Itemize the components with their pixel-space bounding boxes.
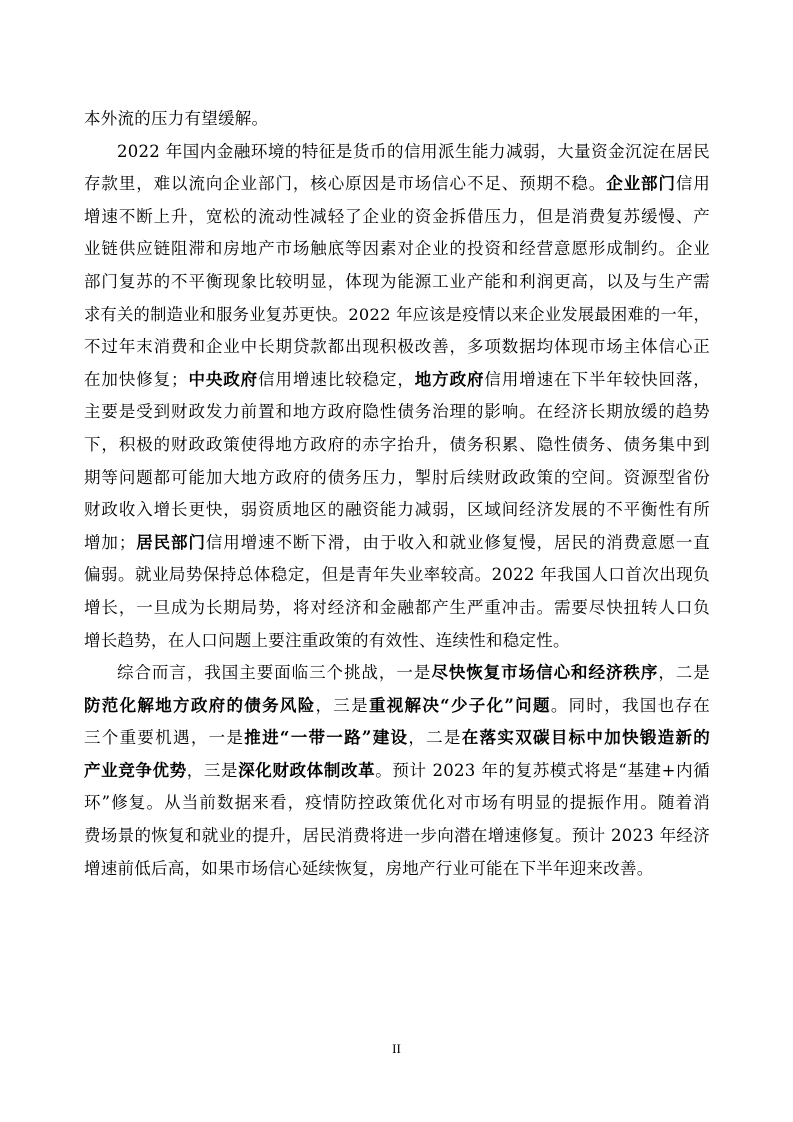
body-text xyxy=(84,103,710,885)
text-line xyxy=(84,755,710,788)
text-run: 三个重要机遇，一是 xyxy=(84,728,245,748)
text-line xyxy=(84,625,710,658)
text-run: 本外流的压力有望缓解。 xyxy=(84,109,269,128)
bold-text: 产业竞争优势 xyxy=(84,760,187,780)
paragraph xyxy=(84,657,710,885)
text-line xyxy=(84,494,710,527)
text-run: ，三是 xyxy=(186,760,239,780)
text-run: 下，积极的财政政策使得地方政府的赤字抬升，债务积累、隐性债务、债务集中到 xyxy=(84,434,710,454)
text-run: 增加； xyxy=(84,532,136,552)
text-run: 。同时，我国也存在 xyxy=(550,695,711,715)
bold-text: 地方政府 xyxy=(414,369,485,389)
bold-text: 中央政府 xyxy=(187,369,259,389)
text-run: 。预计 2023 年的复苏模式将是“基建+内循 xyxy=(375,760,711,780)
text-line xyxy=(84,657,710,690)
text-run: 求有关的制造业和服务业复苏更快。2022 年应该是疫情以来企业发展最困难的一年， xyxy=(84,304,710,324)
text-line xyxy=(84,396,710,429)
text-line xyxy=(84,722,710,755)
text-line xyxy=(84,331,710,364)
text-line xyxy=(84,820,710,853)
bold-text: 深化财政体制改革 xyxy=(238,760,376,780)
text-run: 2022 年国内金融环境的特征是货币的信用派生能力减弱，大量资金沉淀在居民 xyxy=(117,141,710,161)
bold-text: 尽快恢复市场信心和经济秩序 xyxy=(431,663,659,683)
text-line xyxy=(84,429,710,462)
text-run: 增长，一旦成为长期局势，将对经济和金融都产生严重冲击。需要尽快扭转人口负 xyxy=(84,597,710,617)
text-run: 信用增速不断下滑，由于收入和就业修复慢，居民的消费意愿一直 xyxy=(205,532,711,552)
bold-text: 防范化解地方政府的债务风险 xyxy=(84,695,316,715)
text-run: 期等问题都可能加大地方政府的债务压力，掣肘后续财政政策的空间。资源型省份 xyxy=(84,467,710,487)
text-line xyxy=(84,299,710,332)
text-run: ，三是 xyxy=(315,695,369,715)
paragraph xyxy=(84,136,710,658)
text-run: 增速不断上升，宽松的流动性减轻了企业的资金拆借压力，但是消费复苏缓慢、产 xyxy=(84,206,710,226)
text-line xyxy=(84,853,710,886)
paragraph xyxy=(84,103,710,136)
text-run: ，二是 xyxy=(408,728,462,748)
text-run: 存款里，难以流向企业部门，核心原因是市场信心不足、预期不稳。 xyxy=(84,174,607,194)
text-line xyxy=(84,364,710,397)
text-line xyxy=(84,787,710,820)
text-run: 环”修复。从当前数据来看，疫情防控政策优化对市场有明显的提振作用。随着消 xyxy=(84,793,710,813)
text-line xyxy=(84,233,710,266)
page-number: II xyxy=(392,1041,401,1056)
text-run: 增长趋势，在人口问题上要注重政策的有效性、连续性和稳定性。 xyxy=(84,630,570,650)
text-line xyxy=(84,527,710,560)
text-line xyxy=(84,559,710,592)
text-run: 信用增速比较稳定， xyxy=(258,369,415,389)
text-line xyxy=(84,690,710,723)
text-run: 信用 xyxy=(675,174,711,194)
text-line xyxy=(84,103,710,136)
bold-text: 重视解决“少子化”问题 xyxy=(368,695,551,715)
text-run: 增速前低后高，如果市场信心延续恢复，房地产行业可能在下半年迎来改善。 xyxy=(84,858,654,878)
text-line xyxy=(84,168,710,201)
text-line xyxy=(84,592,710,625)
text-line xyxy=(84,266,710,299)
text-line xyxy=(84,201,710,234)
bold-text: 企业部门 xyxy=(606,174,676,194)
text-run: ，二是 xyxy=(658,663,711,683)
text-line xyxy=(84,462,710,495)
bold-text: 在落实双碳目标中加快锻造新的 xyxy=(461,728,711,748)
text-line xyxy=(84,136,710,169)
text-run: 偏弱。就业局势保持总体稳定，但是青年失业率较高。2022 年我国人口首次出现负 xyxy=(84,565,710,585)
text-run: 主要是受到财政发力前置和地方政府隐性债务治理的影响。在经济长期放缓的趋势 xyxy=(84,402,710,422)
text-run: 业链供应链阻滞和房地产市场触底等因素对企业的投资和经营意愿形成制约。企业 xyxy=(84,239,710,259)
bold-text: 推进“一带一路”建设 xyxy=(244,728,409,748)
text-run: 不过年末消费和企业中长期贷款都出现积极改善，多项数据均体现市场主体信心正 xyxy=(84,337,710,357)
text-run: 财政收入增长更快，弱资质地区的融资能力减弱，区域间经济发展的不平衡性有所 xyxy=(84,500,710,520)
text-run: 费场景的恢复和就业的提升，居民消费将进一步向潜在增速修复。预计 2023 年经济 xyxy=(84,826,710,846)
text-run: 综合而言，我国主要面临三个挑战，一是 xyxy=(117,663,432,683)
text-run: 在加快修复； xyxy=(84,369,188,389)
text-run: 部门复苏的不平衡现象比较明显，体现为能源工业产能和利润更高，以及与生产需 xyxy=(84,271,710,291)
bold-text: 居民部门 xyxy=(135,532,206,552)
text-run: 信用增速在下半年较快回落， xyxy=(484,369,711,389)
